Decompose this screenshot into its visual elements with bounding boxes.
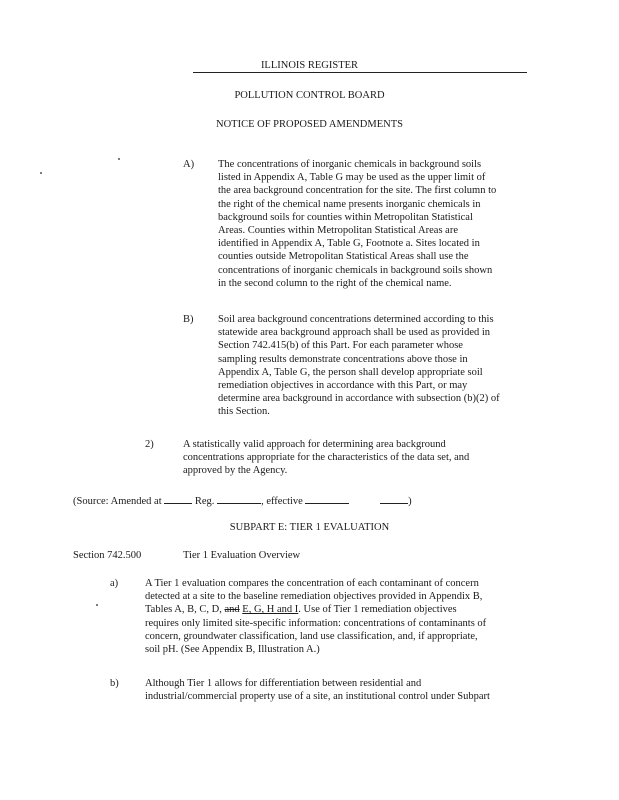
section-number: Section 742.500 — [73, 550, 142, 561]
subpart-heading: SUBPART E: TIER 1 EVALUATION — [229, 522, 390, 533]
para-b-text: Although Tier 1 allows for differentiation between residential and industrial/commercial property use of a site, an institutional control under Subpart — [145, 678, 490, 703]
item-2-text: A statistically valid approach for determining area background concentrations appropriate for the characteristics of the data set, and approved by the Agency. — [183, 439, 470, 477]
blank-volume — [164, 494, 192, 504]
blank-date — [305, 494, 349, 504]
section-title: Tier 1 Evaluation Overview — [183, 550, 301, 561]
item-b-marker: B) — [183, 314, 194, 325]
item-a-text: The concentrations of inorganic chemicals in background soils listed in Appendix A, Table G may be used as the upper limit of the area background concentration for the site. The first column to the right of the chemical name presents inorganic chemicals in background soils for counties within Metropolitan Statistical Areas. Counties within Metropolitan Statistical Areas are identified in Appendix A, Table G, Footnote a. Sites located in counties outside Metropolitan Statistical Areas shall use the concentrations of inorganic chemicals in background soils shown in the second column to the right of the chemical name. — [218, 159, 497, 289]
struck-text: and — [224, 604, 240, 616]
item-a-marker: A) — [183, 159, 195, 170]
notice-title: NOTICE OF PROPOSED AMENDMENTS — [216, 119, 403, 130]
item-b-text: Soil area background concentrations determined according to this statewide area background approach shall be used as provided in Section 742.415(b) of this Part. For each parameter whose sampling results demonstrate concentrations above those in Appendix A, Table G, the person shall develop appropriate soil remediation objectives in accordance with this Part, or may determine area background in accordance with subsection (b)(2) of this Section. — [218, 314, 500, 418]
register-title: ILLINOIS REGISTER — [260, 60, 359, 71]
para-a-text: A Tier 1 evaluation compares the concentration of each contaminant of concern detected at a site to the baseline remediation objectives provided in Appendix B, Tables A, B, C, D, and E, G, H and I. Use of Tier 1 remediation objectives requires only limited site-specific information: concentrations of contaminants of concern, groundwater classification, land use classification, and, if appropriate, soil pH. (See Appendix B, Illustration A.) — [145, 578, 487, 655]
board-title: POLLUTION CONTROL BOARD — [234, 90, 385, 101]
blank-page — [380, 494, 408, 504]
blank-issue — [217, 494, 261, 504]
source-note: (Source: Amended at Reg. , effective ) — [73, 496, 412, 507]
para-b-marker: b) — [110, 678, 119, 689]
underlined-text: E, G, H and I — [242, 604, 299, 616]
scan-speck — [118, 158, 120, 160]
scan-speck — [40, 172, 42, 174]
header-rule — [193, 72, 527, 73]
scan-speck — [96, 604, 98, 606]
para-a-marker: a) — [110, 578, 119, 589]
item-2-marker: 2) — [145, 439, 154, 450]
